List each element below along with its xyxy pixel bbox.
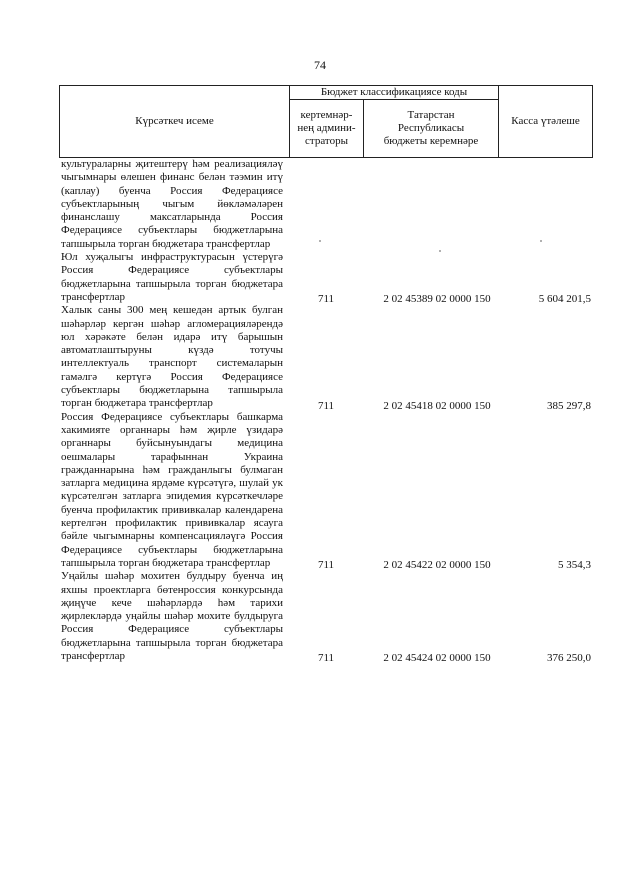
table-row <box>61 570 592 663</box>
row-administrator-code: 711 <box>317 652 335 665</box>
header-indicator-name: Күрсәткеч исеме <box>60 86 290 158</box>
row-description: Халык саны 300 мең кешедән артык булган шәһәрләр кергән шәһәр агломерацияләрендә юл хәрәкәте белән идарә итү барышын автоматлаштыруны күздә тотучы интеллектуаль транспорт системаларын гамәлгә кертүгә Россия Федерациясе субъектлары бюджетларына тапшырыла торган бюджетара трансфертлар <box>61 304 283 410</box>
header-cash-execution: Касса үтәлеше <box>499 86 593 158</box>
table-row <box>61 304 592 410</box>
table-body <box>61 158 592 663</box>
header-revenue-administrators: кертемнәр-нең админи-страторы <box>290 100 364 158</box>
row-budget-code: 2 02 45389 02 0000 150 <box>383 293 491 306</box>
row-budget-code: 2 02 45422 02 0000 150 <box>383 559 491 572</box>
table-header <box>59 85 593 158</box>
faint-mark <box>319 240 321 242</box>
page-number: 74 <box>314 58 326 72</box>
row-cash-amount: 5 354,3 <box>558 559 591 572</box>
row-description: Россия Федерациясе субъектлары башкарма хакимияте органнары һәм җирле үзидарә органнары буйсынуындагы медицина оешмалары тарафыннан Украина гражданнарына һәм гражданлыгы булмаган затларга медицина ярдәме күрсәтүгә, шулай ук күрсәтелгән затларга эпидемия күрсәткечләре буенча профилактик прививкалар календарена кертелгән профилактик прививкалар ясауга бәйле чыгымнарны компенсацияләүгә Россия Федерациясе субъектлары бюджетларына тапшырыла торган бюджетара трансфертлар <box>61 410 283 569</box>
row-administrator-code: 711 <box>317 399 335 412</box>
row-budget-code: 2 02 45418 02 0000 150 <box>383 399 491 412</box>
row-budget-code: 2 02 45424 02 0000 150 <box>383 652 491 665</box>
table-row <box>61 411 592 571</box>
row-administrator-code: 711 <box>317 293 335 306</box>
row-cash-amount: 376 250,0 <box>547 652 591 665</box>
row-administrator-code: 711 <box>317 559 335 572</box>
header-tatarstan-revenues: Татарстан Республикасы бюджеты керемнәре <box>364 100 499 158</box>
table-row <box>61 251 592 304</box>
row-description: Юл хуҗалыгы инфраструктурасын үстерүгә Россия Федерациясе субъектлары бюджетларына тапшырыла торган бюджетара трансфертлар <box>61 251 283 303</box>
header-budget-classification: Бюджет классификациясе коды <box>290 86 499 100</box>
table-row <box>61 158 592 251</box>
row-cash-amount: 5 604 201,5 <box>538 293 591 306</box>
row-description: Уңайлы шәһәр мохитен булдыру буенча иң яхшы проектларга бөтенроссия конкурсында җиңүче кече шәһәрләрдә һәм тарихи җирлекләрдә уңайлы шәһәр мохите булдыруга Россия Федерациясе субъектлары бюджетларына тапшырыла торган бюджетара трансфертлар <box>61 570 283 662</box>
row-cash-amount: 385 297,8 <box>547 399 591 412</box>
row-description: культураларны җитештерү һәм реализацияләү чыгымнары өлешен финанс белән тәэмин итү (каплау) буенча Россия Федерациясе субъектларының чыгым йөкләмәләрен финанслашу максатларында Россия Федерациясе субъектлары бюджетларына тапшырыла торган бюджетара трансфертлар <box>61 158 283 250</box>
faint-mark <box>540 240 542 242</box>
